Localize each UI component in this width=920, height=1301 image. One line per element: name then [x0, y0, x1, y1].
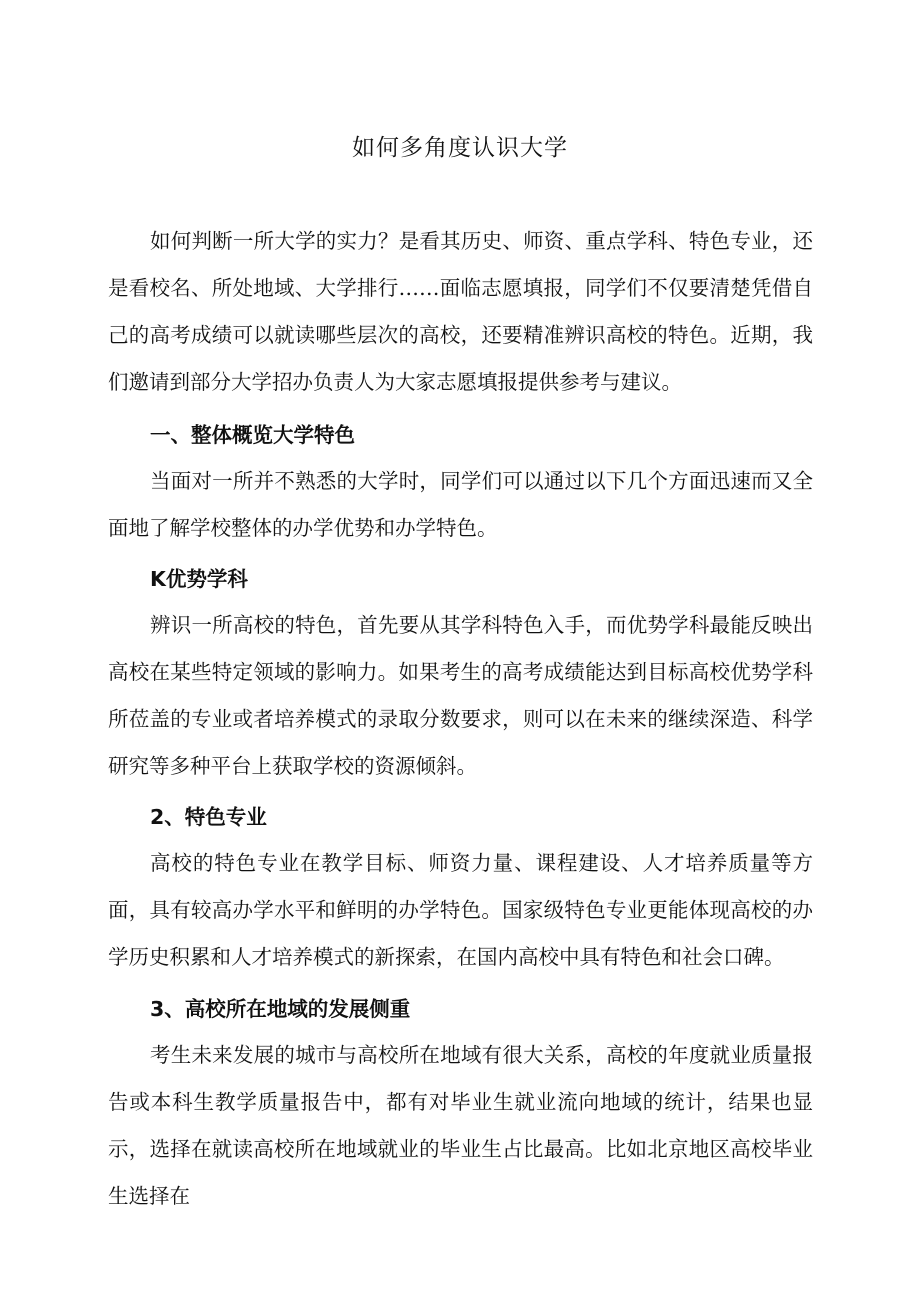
section-body-featured-majors: 高校的特色专业在教学目标、师资力量、课程建设、人才培养质量等方面，具有较高办学水平和鲜明的办学特色。国家级特色专业更能体现高校的办学历史积累和人才培养模式的新探索，在国内高校中具有特色和社会口碑。	[108, 851, 813, 969]
section-body-advantage-disciplines: 辨识一所高校的特色，首先要从其学科特色入手，而优势学科最能反映出高校在某些特定领域的影响力。如果考生的高考成绩能达到目标高校优势学科所莅盖的专业或者培养模式的录取分数要求，则可以在未来的继续深造、科学研究等多种平台上获取学校的资源倾斜。	[108, 613, 813, 778]
document-title: 如何多角度认识大学	[352, 135, 568, 161]
section-heading-advantage-disciplines: K优势学科	[150, 567, 248, 591]
section-body-overview: 当面对一所并不熟悉的大学时，同学们可以通过以下几个方面迅速而又全面地了解学校整体的办学优势和办学特色。	[108, 469, 813, 540]
section-body-regional-focus: 考生未来发展的城市与高校所在地域有很大关系，高校的年度就业质量报告或本科生教学质量报告中，都有对毕业生就业流向地域的统计，结果也显示，选择在就读高校所在地域就业的毕业生占比最高。比如北京地区高校毕业生选择在	[108, 1043, 813, 1208]
section-heading-regional-focus: 3、高校所在地域的发展侧重	[150, 997, 411, 1021]
intro-paragraph: 如何判断一所大学的实力？是看其历史、师资、重点学科、特色专业，还是看校名、所处地域、大学排行……面临志愿填报，同学们不仅要清楚凭借自己的高考成绩可以就读哪些层次的高校，还要精准辨识高校的特色。近期，我们邀请到部分大学招办负责人为大家志愿填报提供参考与建议。	[108, 229, 813, 394]
section-heading-featured-majors: 2、特色专业	[150, 805, 267, 829]
section-heading-overview: 一、整体概览大学特色	[150, 423, 355, 447]
